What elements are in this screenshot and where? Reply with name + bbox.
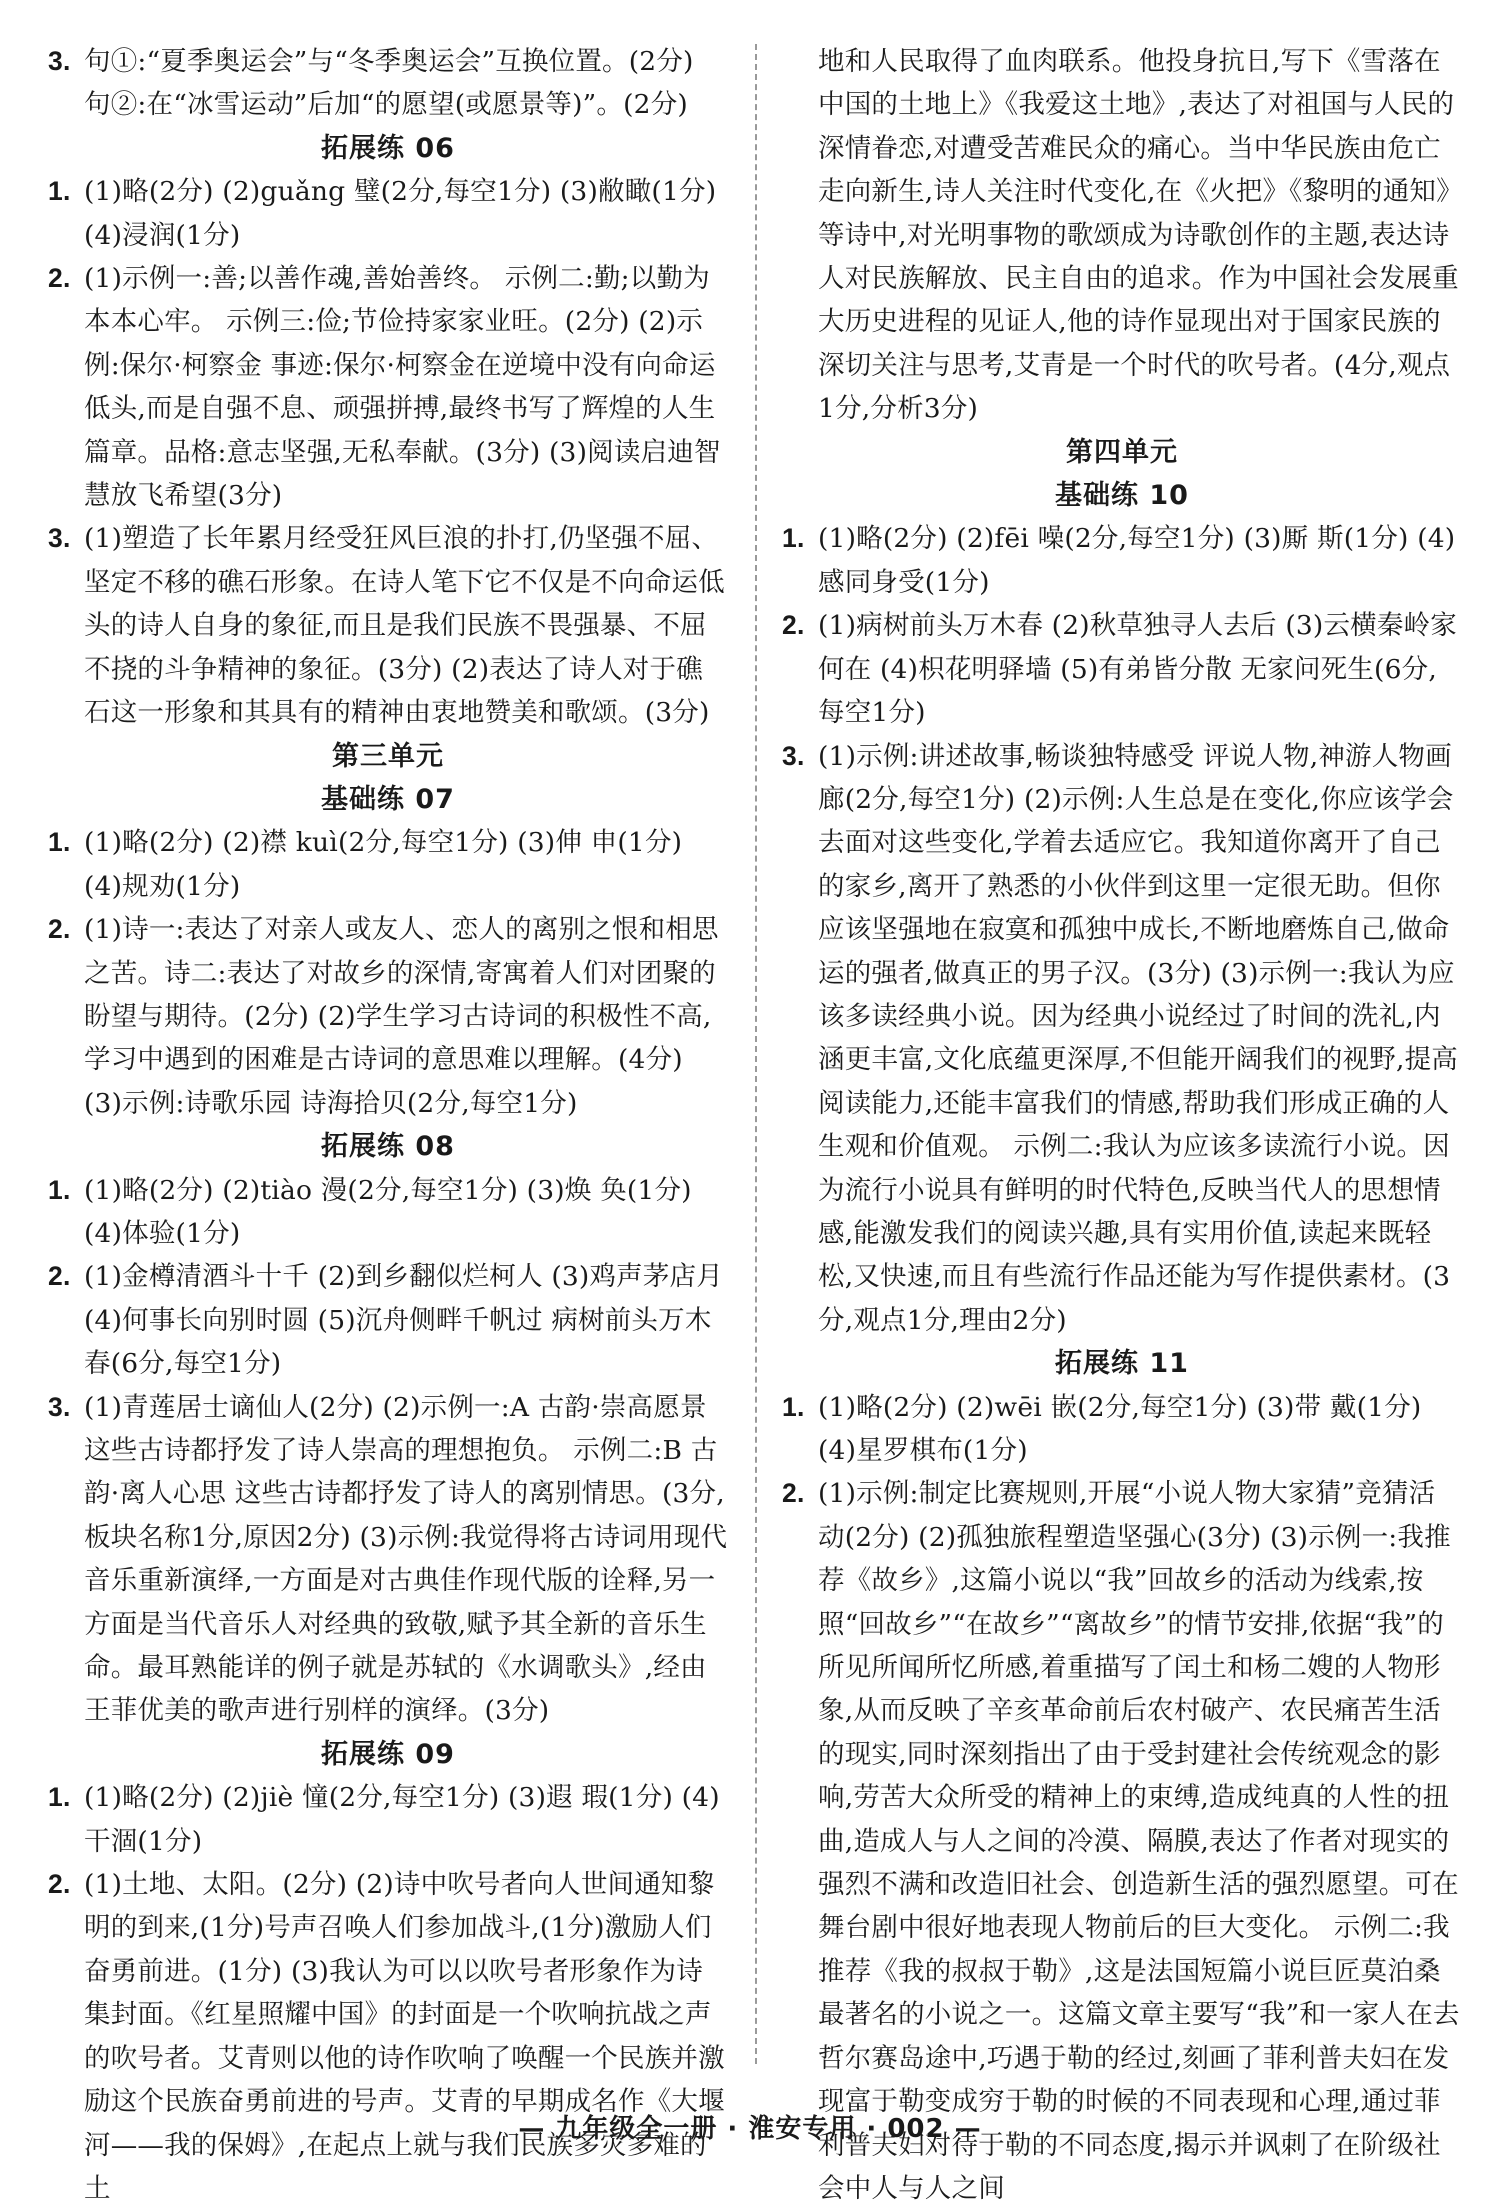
answer-item — [48, 1169, 728, 1256]
item-text: (1)示例:制定比赛规则,开展“小说人物大家猜”竞猜活动(2分) (2)孤独旅程塑造坚强心(3分) (3)示例一:我推荐《故乡》,这篇小说以“我”回故乡的活动为线索,按照“回故乡”“在故乡”“离故乡”的情节安排,依据“我”的所见所闻所忆所感,着重描写了闰土和杨二嫂的人物形象,从而反映了辛亥革命前后农村破产、农民痛苦生活的现实,同时深刻指出了由于受封建社会传统观念的影响,劳苦大众所受的精神上的束缚,造成纯真的人性的扭曲,造成人与人之间的冷漠、隔膜,表达了作者对现实的强烈不满和改造旧社会、创造新生活的强烈愿望。可在舞台剧中很好地表现人物前后的巨大变化。 示例二:我推荐《我的叔叔于勒》,这是法国短篇小说巨匠莫泊桑最著名的小说之一。这篇文章主要写“我”和一家人在去哲尔赛岛途中,巧遇于勒的经过,刻画了菲利普夫妇在发现富于勒变成穷于勒的时候的不同表现和心理,通过菲利普夫妇对待于勒的不同态度,揭示并讽刺了在阶级社会中人与人之间 — [818, 1478, 1460, 2204]
item-text: (1)塑造了长年累月经受狂风巨浪的扑打,仍坚强不屈、坚定不移的礁石形象。在诗人笔下它不仅是不向命运低头的诗人自身的象征,而且是我们民族不畏强暴、不屈不挠的斗争精神的象征。(3分) (2)表达了诗人对于礁石这一形象和其具有的精神由衷地赞美和歌颂。(3分) — [84, 523, 725, 729]
item-text: (1)略(2分) (2)jiè 憧(2分,每空1分) (3)遐 瑕(1分) (4)干涸(1分) — [84, 1782, 720, 1857]
answer-item — [48, 257, 728, 517]
column-divider — [755, 44, 757, 2064]
section-title: 基础练 10 — [1055, 480, 1189, 512]
answer-item — [48, 1255, 728, 1385]
item-number: 3. — [782, 740, 805, 771]
item-number: 1. — [48, 827, 71, 858]
item-number: 2. — [48, 1261, 71, 1292]
answer-continuation: 地和人民取得了血肉联系。他投身抗日,写下《雪落在中国的土地上》《我爱这土地》,表达了对祖国与人民的深情眷恋,对遭受苦难民众的痛心。当中华民族由危亡走向新生,诗人关注时代变化,在《火把》《黎明的通知》等诗中,对光明事物的歌颂成为诗歌创作的主题,表达诗人对民族解放、民主自由的追求。作为中国社会发展重大历史进程的见证人,他的诗作显现出对于国家民族的深切关注与思考,艾青是一个时代的吹号者。(4分,观点1分,分析3分) — [818, 46, 1459, 425]
item-number: 1. — [782, 523, 805, 554]
section-title: 拓展练 11 — [1055, 1348, 1189, 1380]
item-text: (1)青莲居士谪仙人(2分) (2)示例一:A 古韵·崇高愿景 这些古诗都抒发了诗人崇高的理想抱负。 示例二:B 古韵·离人心思 这些古诗都抒发了诗人的离别情思。(3分,板块名称1分,原因2分) (3)示例:我觉得将古诗词用现代音乐重新演绎,一方面是对古典佳作现代版的诠释,另一方面是当代音乐人对经典的致敬,赋予其全新的音乐生命。最耳熟能详的例子就是苏轼的《水调歌头》,经由王菲优美的歌声进行别样的演绎。(3分) — [84, 1391, 728, 1727]
item-text: (1)示例:讲述故事,畅谈独特感受 评说人物,神游人物画廊(2分,每空1分) (2)示例:人生总是在变化,你应该学会去面对这些变化,学着去适应它。我知道你离开了自己的家乡,离开了熟悉的小伙伴到这里一定很无助。但你应该坚强地在寂寞和孤独中成长,不断地磨炼自己,做命运的强者,做真正的男子汉。(3分) (3)示例一:我认为应该多读经典小说。因为经典小说经过了时间的洗礼,内涵更丰富,文化底蕴更深厚,不但能开阔我们的视野,提高阅读能力,还能丰富我们的情感,帮助我们形成正确的人生观和价值观。 示例二:我认为应该多读流行小说。因为流行小说具有鲜明的时代特色,反映当代人的思想情感,能激发我们的阅读兴趣,具有实用价值,读起来既轻松,又快速,而且有些流行作品还能为写作提供素材。(3分,观点1分,理由2分) — [818, 740, 1458, 1336]
answer-item — [48, 908, 728, 1125]
answer-item — [48, 517, 728, 734]
answer-item — [48, 170, 728, 257]
item-text: (1)诗一:表达了对亲人或友人、恋人的离别之恨和相思之苦。诗二:表达了对故乡的深情,寄寓着人们对团聚的盼望与期待。(2分) (2)学生学习古诗词的积极性不高,学习中遇到的困难是古诗词的意思难以理解。(4分) (3)示例:诗歌乐园 诗海拾贝(2分,每空1分) — [84, 914, 719, 1119]
answer-item — [48, 1776, 728, 1863]
answer-item — [48, 1863, 728, 2210]
answer-item — [782, 604, 1462, 734]
item-text: (1)示例一:善;以善作魂,善始善终。 示例二:勤;以勤为本本心牢。 示例三:俭;节俭持家家业旺。(2分) (2)示例:保尔·柯察金 事迹:保尔·柯察金在逆境中没有向命运低头,而是自强不息、顽强拼搏,最终书写了辉煌的人生篇章。品格:意志坚强,无私奉献。(3分) (3)阅读启迪智慧放飞希望(3分) — [84, 263, 721, 512]
item-number: 2. — [48, 263, 71, 294]
item-text: (1)略(2分) (2)襟 kuì(2分,每空1分) (3)伸 申(1分) (4)规劝(1分) — [84, 827, 683, 902]
item-text: (1)略(2分) (2)guǎng 璧(2分,每空1分) (3)敝瞰(1分) (4)浸润(1分) — [84, 176, 717, 251]
section-title: 基础练 07 — [321, 783, 455, 815]
section-title: 拓展练 08 — [321, 1131, 455, 1163]
answer-continuation: 句②:在“冰雪运动”后加“的愿望(或愿景等)”。(2分) — [84, 89, 688, 121]
item-text: (1)略(2分) (2)tiào 漫(2分,每空1分) (3)焕 奂(1分) (4)体验(1分) — [84, 1174, 692, 1249]
answer-item — [48, 821, 728, 908]
item-text: 句①:“夏季奥运会”与“冬季奥运会”互换位置。(2分) — [84, 46, 694, 77]
item-number: 2. — [48, 1869, 71, 1900]
answer-item — [782, 1472, 1462, 2210]
section-title: 拓展练 09 — [321, 1738, 455, 1770]
answer-item — [782, 735, 1462, 1343]
item-number: 3. — [48, 1391, 71, 1422]
unit-title: 第三单元 — [332, 740, 444, 772]
item-number: 1. — [48, 176, 71, 207]
item-text: (1)土地、太阳。(2分) (2)诗中吹号者向人世间通知黎明的到来,(1分)号声召唤人们参加战斗,(1分)激励人们奋勇前进。(1分) (3)我认为可以以吹号者形象作为诗集封面。《红星照耀中国》的封面是一个吹响抗战之声的吹号者。艾青则以他的诗作吹响了唤醒一个民族并激励这个民族奋勇前进的号声。艾青的早期成名作《大堰河——我的保姆》,在起点上就与我们民族多灾多难的土 — [84, 1869, 725, 2204]
section-title: 拓展练 06 — [321, 132, 455, 164]
item-text: (1)金樽清酒斗十千 (2)到乡翻似烂柯人 (3)鸡声茅店月 (4)何事长向别时圆 (5)沉舟侧畔千帆过 病树前头万木春(6分,每空1分) — [84, 1261, 723, 1380]
item-number: 1. — [48, 1174, 71, 1205]
answer-item — [48, 1386, 728, 1733]
answer-item — [782, 517, 1462, 604]
page-footer: — 九年级全一册 · 淮安专用 · 002 — — [518, 2114, 982, 2144]
item-number: 2. — [782, 1478, 805, 1509]
answer-item — [782, 1386, 1462, 1473]
item-text: (1)病树前头万木春 (2)秋草独寻人去后 (3)云横秦岭家何在 (4)枳花明驿墙 (5)有弟皆分散 无家问死生(6分,每空1分) — [818, 610, 1457, 729]
item-text: (1)略(2分) (2)wēi 嵌(2分,每空1分) (3)带 戴(1分) (4)星罗棋布(1分) — [818, 1391, 1422, 1466]
item-text: (1)略(2分) (2)fēi 噪(2分,每空1分) (3)厮 斯(1分) (4)感同身受(1分) — [818, 523, 1456, 598]
item-number: 2. — [48, 914, 71, 945]
item-number: 3. — [48, 523, 71, 554]
right-column — [782, 40, 1462, 2210]
item-number: 3. — [48, 46, 71, 76]
item-number: 1. — [782, 1391, 805, 1422]
unit-title: 第四单元 — [1066, 436, 1178, 468]
item-number: 2. — [782, 610, 805, 641]
left-column — [48, 40, 728, 2210]
item-number: 1. — [48, 1782, 71, 1813]
answer-item — [48, 40, 728, 83]
